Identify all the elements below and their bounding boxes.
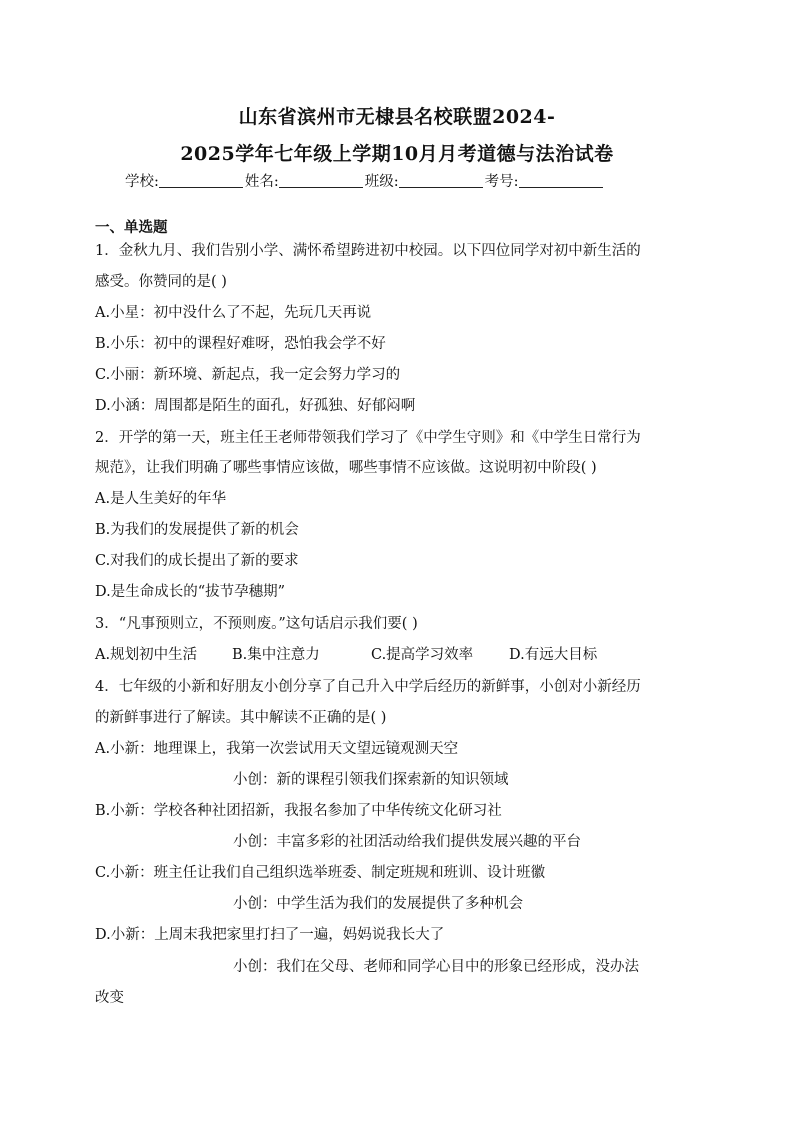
q4-option-d-line3: 改变 [95,990,124,1006]
section-heading: 一、单选题 [95,219,168,236]
student-info-row [125,170,605,191]
q4-stem-line1: 4．七年级的小新和好朋友小创分享了自己升入中学后经历的新鲜事，小创对小新经历 [95,679,641,695]
q1-option-a: A.小星：初中没什么了不起，先玩几天再说 [95,305,372,321]
q2-stem-line2: 规范》，让我们明确了哪些事情应该做，哪些事情不应该做。这说明初中阶段( ) [95,460,597,476]
q3-option-b: B.集中注意力 [232,647,320,663]
q4-option-d-line1: D.小新：上周末我把家里打扫了一遍，妈妈说我长大了 [95,927,445,943]
number-blank[interactable] [519,173,603,188]
number-label: 考号: [484,174,519,190]
q4-option-c-line2: 小创：中学生活为我们的发展提供了多种机会 [233,896,523,912]
q4-option-a-line2: 小创：新的课程引领我们探索新的知识领域 [233,772,509,788]
school-label: 学校: [125,174,159,190]
q4-option-d-line2: 小创：我们在父母、老师和同学心目中的形象已经形成，没办法 [233,959,639,975]
q1-stem-line2: 感受。你赞同的是( ) [95,274,227,290]
q1-option-c: C.小丽：新环境、新起点，我一定会努力学习的 [95,367,401,383]
q2-option-d: D.是生命成长的“拔节孕穗期” [95,584,286,600]
class-label: 班级: [364,174,399,190]
exam-title-line2: 2025学年七年级上学期10月月考道德与法治试卷 [180,143,614,165]
q2-stem-line1: 2．开学的第一天，班主任王老师带领我们学习了《中学生守则》和《中学生日常行为 [95,430,641,446]
q1-option-b: B.小乐：初中的课程好难呀，恐怕我会学不好 [95,336,386,352]
name-blank[interactable] [279,173,363,188]
q3-option-a: A.规划初中生活 [95,647,198,663]
q4-option-b-line1: B.小新：学校各种社团招新，我报名参加了中华传统文化研习社 [95,803,502,819]
exam-title-line1: 山东省滨州市无棣县名校联盟2024- [238,106,556,128]
q4-stem-line2: 的新鲜事进行了解读。其中解读不正确的是( ) [95,710,387,726]
q2-option-a: A.是人生美好的年华 [95,491,227,507]
q4-option-b-line2: 小创：丰富多彩的社团活动给我们提供发展兴趣的平台 [233,834,581,850]
q3-option-c: C.提高学习效率 [371,647,474,663]
q4-option-a-line1: A.小新：地理课上，我第一次尝试用天文望远镜观测天空 [95,741,459,757]
q3-stem: 3．“凡事预则立，不预则废。”这句话启示我们要( ) [95,616,418,632]
q3-options-row [95,643,597,664]
school-blank[interactable] [159,173,243,188]
class-blank[interactable] [399,173,483,188]
q1-stem-line1: 1．金秋九月、我们告别小学、满怀希望跨进初中校园。以下四位同学对初中新生活的 [95,243,641,259]
q2-option-c: C.对我们的成长提出了新的要求 [95,553,299,569]
q1-option-d: D.小涵：周围都是陌生的面孔，好孤独、好郁闷啊 [95,398,416,414]
q4-option-c-line1: C.小新：班主任让我们自己组织选举班委、制定班规和班训、设计班徽 [95,865,546,881]
name-label: 姓名: [244,174,279,190]
q2-option-b: B.为我们的发展提供了新的机会 [95,522,299,538]
q3-option-d: D.有远大目标 [509,647,598,663]
